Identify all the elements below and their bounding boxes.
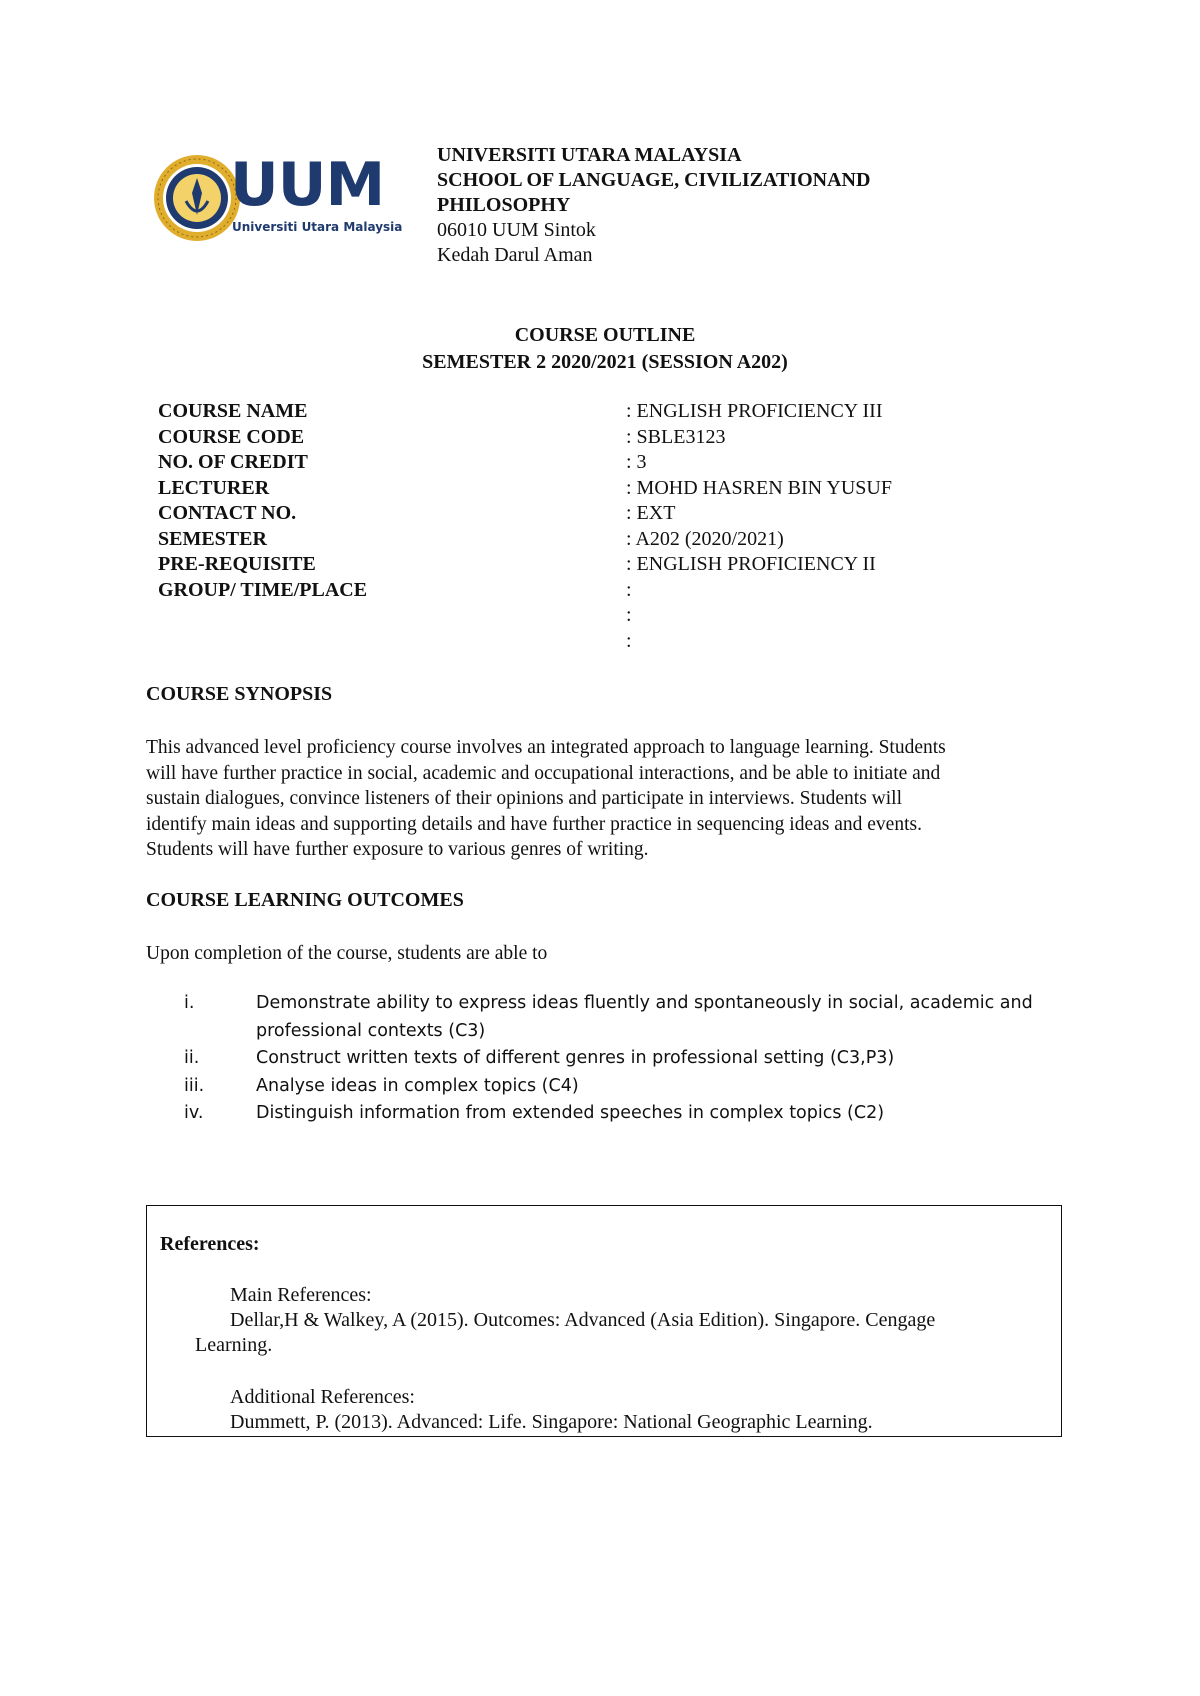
info-value: : ENGLISH PROFICIENCY III <box>626 400 883 422</box>
outcomes-heading: COURSE LEARNING OUTCOMES <box>146 889 464 911</box>
outcome-number: iv. <box>184 1103 204 1123</box>
additional-reference-line: Dummett, P. (2013). Advanced: Life. Singapore: National Geographic Learning. <box>230 1411 873 1433</box>
state-line: Kedah Darul Aman <box>437 244 593 266</box>
info-value: : <box>626 578 632 601</box>
info-value: : <box>626 604 632 626</box>
main-references-label: Main References: <box>230 1284 372 1306</box>
postcode-line: 06010 UUM Sintok <box>437 219 596 241</box>
synopsis-line: identify main ideas and supporting details and have further practice in sequencing ideas and events. <box>146 813 922 835</box>
info-value: : A202 (2020/2021) <box>626 527 784 550</box>
info-label: GROUP/ TIME/PLACE <box>158 578 368 601</box>
info-label: LECTURER <box>158 476 270 499</box>
info-label: PRE-REQUISITE <box>158 553 316 575</box>
university-address <box>437 143 870 268</box>
info-value: : MOHD HASREN BIN YUSUF <box>626 476 892 499</box>
synopsis-line: sustain dialogues, convince listeners of their opinions and participate in interviews. Students will <box>146 788 903 809</box>
info-value: : SBLE3123 <box>626 425 726 448</box>
outcome-text: Analyse ideas in complex topics (C4) <box>256 1075 579 1096</box>
outcomes-intro: Upon completion of the course, students are able to <box>146 943 548 964</box>
info-value: : ENGLISH PROFICIENCY II <box>626 553 876 575</box>
outcome-item <box>146 1073 1066 1101</box>
school-name-line1: SCHOOL OF LANGUAGE, CIVILIZATIONAND <box>437 169 871 191</box>
outcome-text: Distinguish information from extended speeches in complex topics (C2) <box>256 1103 885 1123</box>
title-line1: COURSE OUTLINE <box>514 324 696 346</box>
info-label: CONTACT NO. <box>158 502 297 524</box>
outcome-text: Construct written texts of different genres in professional setting (C3,P3) <box>256 1048 895 1068</box>
outcome-number: ii. <box>184 1048 200 1068</box>
outcome-number: i. <box>184 993 195 1013</box>
synopsis-line: will have further practice in social, academic and occupational interactions, and be able to initiate and <box>146 762 941 784</box>
outcome-text: Demonstrate ability to express ideas fluently and spontaneously in social, academic and <box>256 993 1033 1013</box>
info-label: COURSE NAME <box>158 400 308 422</box>
main-reference-line: Dellar,H & Walkey, A (2015). Outcomes: Advanced (Asia Edition). Singapore. Cengage <box>230 1309 936 1331</box>
university-seal-icon <box>152 153 242 243</box>
outcome-item <box>146 990 1066 1045</box>
additional-references-label: Additional References: <box>230 1386 415 1408</box>
university-name: UNIVERSITI UTARA MALAYSIA <box>437 144 742 166</box>
info-value: : <box>626 629 632 652</box>
info-label: NO. OF CREDIT <box>158 451 308 473</box>
document-title <box>0 322 1200 376</box>
uum-logo <box>152 150 402 246</box>
outcome-item <box>146 1100 1066 1128</box>
logo-wordmark: UUM <box>230 150 385 220</box>
outcomes-list <box>146 990 1066 1128</box>
main-reference-line: Learning. <box>195 1334 273 1356</box>
outcome-text: professional contexts (C3) <box>256 1020 486 1041</box>
logo-subtitle: Universiti Utara Malaysia <box>232 220 403 234</box>
info-label: COURSE CODE <box>158 425 305 448</box>
synopsis-heading: COURSE SYNOPSIS <box>146 683 333 705</box>
synopsis-paragraph <box>146 735 1066 863</box>
info-label: SEMESTER <box>158 527 267 550</box>
info-value: : EXT <box>626 502 676 524</box>
title-line2: SEMESTER 2 2020/2021 (SESSION A202) <box>422 351 788 373</box>
synopsis-line: This advanced level proficiency course involves an integrated approach to language learning. Students <box>146 737 946 758</box>
outcome-item <box>146 1045 1066 1073</box>
references-box <box>146 1205 1062 1437</box>
school-name-line2: PHILOSOPHY <box>437 194 571 216</box>
info-value: : 3 <box>626 451 647 473</box>
synopsis-line: Students will have further exposure to various genres of writing. <box>146 839 649 860</box>
references-title: References: <box>160 1233 260 1255</box>
outcome-number: iii. <box>184 1075 205 1096</box>
